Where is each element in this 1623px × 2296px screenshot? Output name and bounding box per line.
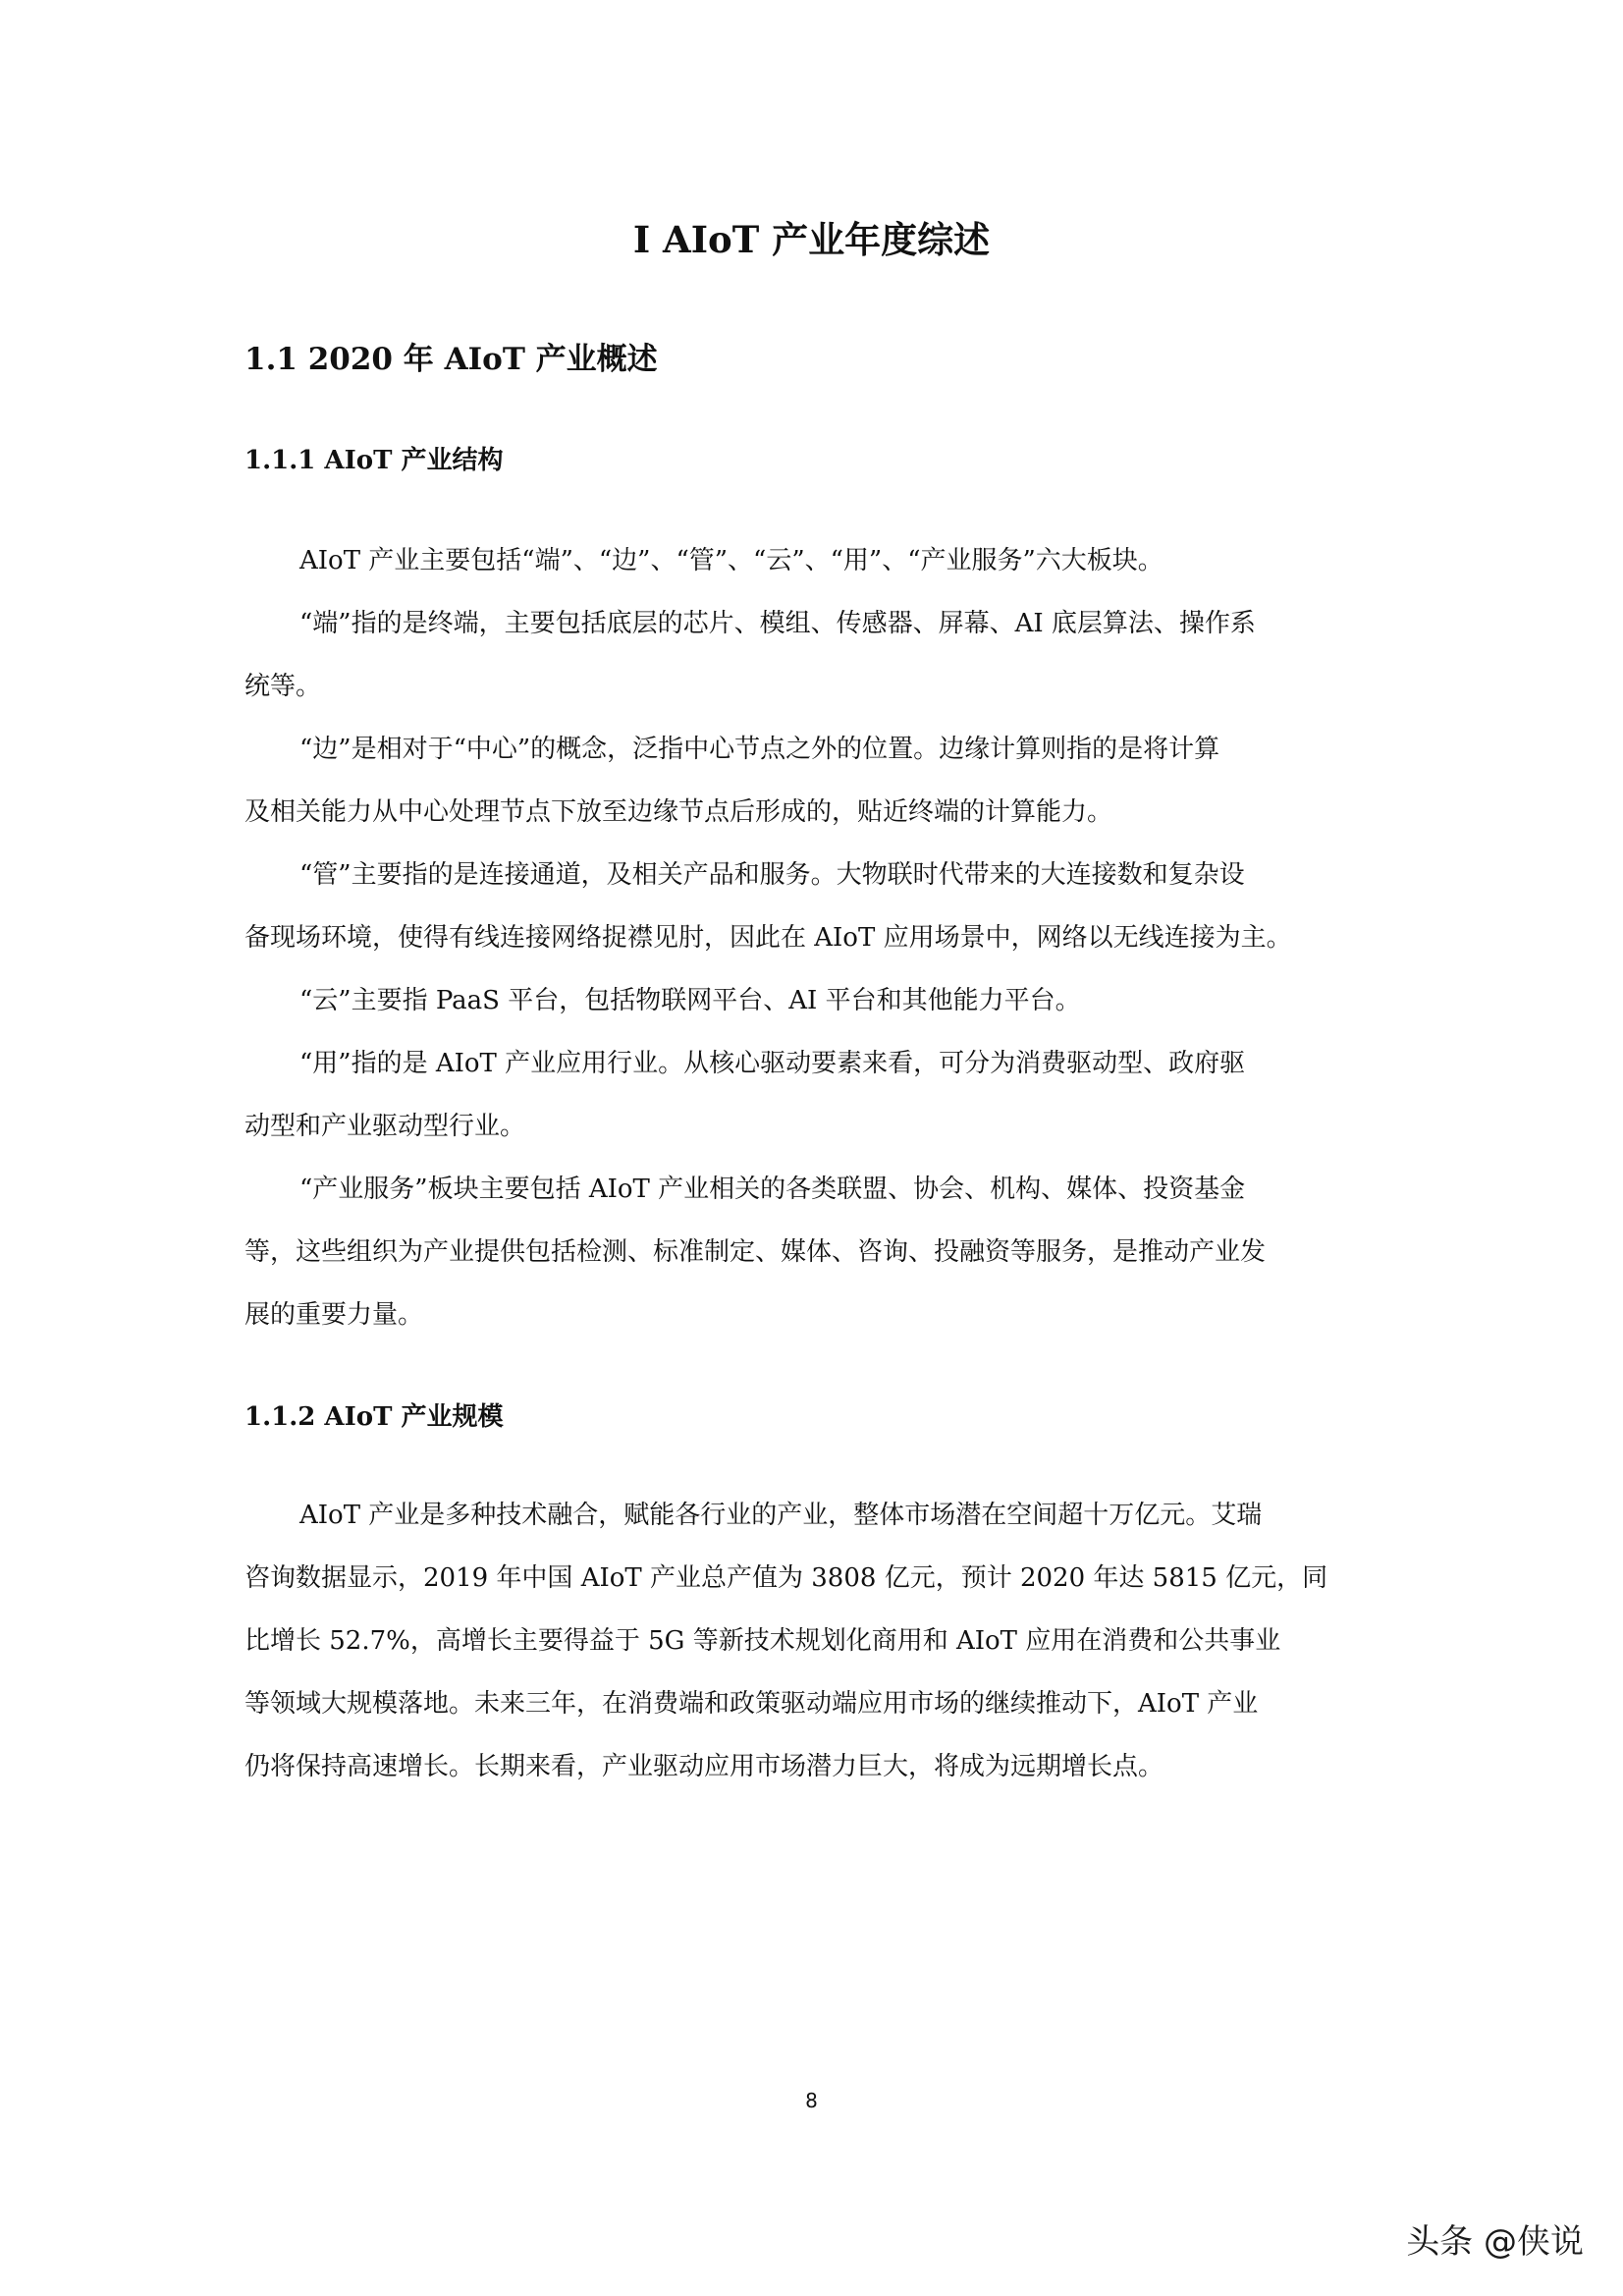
paragraph-line: “管”主要指的是连接通道，及相关产品和服务。大物联时代带来的大连接数和复杂设 — [299, 860, 1245, 890]
paragraph-line: 备现场环境，使得有线连接网络捉襟见肘，因此在 AIoT 应用场景中，网络以无线连接为主。 — [244, 923, 1292, 953]
paragraph-line: AIoT 产业是多种技术融合，赋能各行业的产业，整体市场潜在空间超十万亿元。艾瑞 — [299, 1501, 1263, 1530]
paragraph-line: “产业服务”板块主要包括 AIoT 产业相关的各类联盟、协会、机构、媒体、投资基金 — [299, 1175, 1246, 1204]
subsection-title-structure: 1.1.1 AIoT 产业结构 — [244, 446, 504, 475]
paragraph-line: 及相关能力从中心处理节点下放至边缘节点后形成的，贴近终端的计算能力。 — [244, 797, 1113, 827]
paragraph-line: 等，这些组织为产业提供包括检测、标准制定、媒体、咨询、投融资等服务，是推动产业发 — [244, 1237, 1267, 1267]
paragraph-line: 动型和产业驱动型行业。 — [244, 1112, 526, 1141]
paragraph-line: “云”主要指 PaaS 平台，包括物联网平台、AI 平台和其他能力平台。 — [299, 986, 1081, 1015]
chapter-title: I AIoT 产业年度综述 — [632, 218, 991, 261]
paragraph-line: “边”是相对于“中心”的概念，泛指中心节点之外的位置。边缘计算则指的是将计算 — [299, 735, 1220, 764]
paragraph-line: 等领域大规模落地。未来三年，在消费端和政策驱动端应用市场的继续推动下，AIoT 产业 — [244, 1689, 1259, 1719]
section-title: 1.1 2020 年 AIoT 产业概述 — [244, 342, 658, 377]
paragraph-line: 仍将保持高速增长。长期来看，产业驱动应用市场潜力巨大，将成为远期增长点。 — [244, 1752, 1164, 1781]
watermark: 头条 @侠说 — [1406, 2222, 1584, 2262]
page-number: 8 — [805, 2089, 818, 2112]
paragraph-line: “端”指的是终端，主要包括底层的芯片、模组、传感器、屏幕、AI 底层算法、操作系 — [299, 609, 1256, 638]
paragraph-line: 统等。 — [244, 672, 322, 701]
paragraph-line: AIoT 产业主要包括“端”、“边”、“管”、“云”、“用”、“产业服务”六大板块。 — [299, 546, 1163, 575]
subsection-title-scale: 1.1.2 AIoT 产业规模 — [244, 1402, 504, 1432]
paragraph-line: “用”指的是 AIoT 产业应用行业。从核心驱动要素来看，可分为消费驱动型、政府驱 — [299, 1049, 1246, 1078]
paragraph-line: 咨询数据显示，2019 年中国 AIoT 产业总产值为 3808 亿元，预计 2020 年达 5815 亿元，同 — [244, 1563, 1328, 1593]
paragraph-line: 展的重要力量。 — [244, 1300, 424, 1330]
paragraph-line: 比增长 52.7%，高增长主要得益于 5G 等新技术规划化商用和 AIoT 应用在消费和公共事业 — [244, 1626, 1281, 1656]
